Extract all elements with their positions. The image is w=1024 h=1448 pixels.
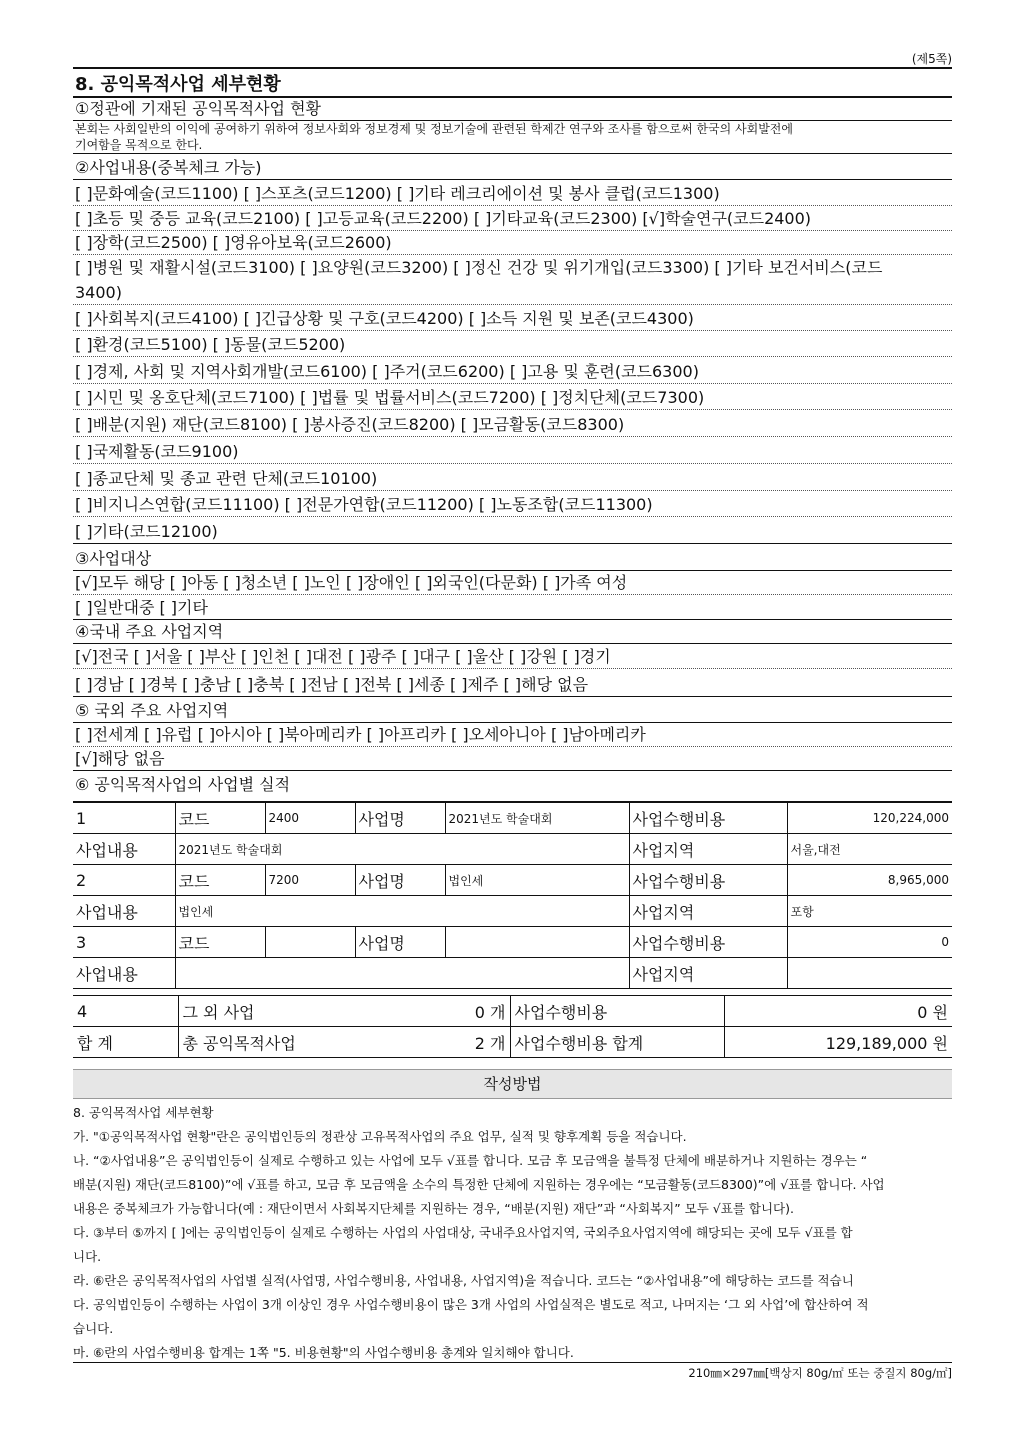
- s2-line-3: [ ]장학(코드2500) [ ]영유아보육(코드2600): [73, 232, 952, 255]
- project-2-cost-label: 사업수행비용: [629, 865, 787, 896]
- project-1-content-label: 사업내용: [73, 834, 175, 865]
- page-number: (제5쪽): [911, 52, 952, 66]
- s2-line-12: [ ]종교단체 및 종교 관련 단체(코드10100): [73, 468, 952, 491]
- total-label: 총 공익목적사업: [178, 1027, 364, 1058]
- project-3-region-label: 사업지역: [629, 958, 787, 989]
- other-cost: 0 원: [724, 996, 952, 1027]
- guide-line-8: 라. ⑥란은 공익목적사업의 사업별 실적(사업명, 사업수행비용, 사업내용, 사업지역)을 적습니다. 코드는 “②사업내용”에 해당하는 코드를 적습니: [73, 1273, 854, 1288]
- project-1-cost-label: 사업수행비용: [629, 802, 787, 834]
- total-cost: 129,189,000 원: [724, 1027, 952, 1058]
- guide-line-5: 내용은 중복체크가 가능합니다(예 : 재단이면서 사회복지단체를 지원하는 경우, “배분(지원) 재단”과 “사회복지” 모두 √표를 합니다).: [73, 1201, 794, 1216]
- s6-heading: ⑥ 공익목적사업의 사업별 실적: [75, 775, 291, 794]
- project-1-no: 1: [73, 802, 175, 834]
- project-1-region: 서울,대전: [787, 834, 952, 865]
- s5-line-2: [√]해당 없음: [73, 748, 952, 771]
- project-2-region: 포항: [787, 896, 952, 927]
- s2-line-4: [ ]병원 및 재활시설(코드3100) [ ]요양원(코드3200) [ ]정신 건강 및 위기개입(코드3300) [ ]기타 보건서비스(코드: [75, 258, 883, 277]
- s2-line-6: [ ]사회복지(코드4100) [ ]긴급상황 및 구호(코드4200) [ ]소득 지원 및 보존(코드4300): [73, 308, 952, 331]
- top-rule: [73, 67, 952, 69]
- project-3-no: 3: [73, 927, 175, 958]
- guide-line-6: 다. ③부터 ⑤까지 [ ]에는 공익법인등이 실제로 수행하는 사업의 사업대상, 국내주요사업지역, 국외주요사업지역에 해당되는 곳에 모두 √표를 합: [73, 1225, 853, 1240]
- summary-table: [73, 995, 952, 1058]
- project-2-no: 2: [73, 865, 175, 896]
- project-3-code: [265, 927, 355, 958]
- other-no: 4: [73, 996, 178, 1027]
- s4-line-2: [ ]경남 [ ]경북 [ ]충남 [ ]충북 [ ]전남 [ ]전북 [ ]세종 [ ]제주 [ ]해당 없음: [73, 674, 952, 697]
- project-3-detail-row: [73, 958, 952, 989]
- s3-line-2: [ ]일반대중 [ ]기타: [73, 597, 952, 620]
- guide-line-11: 마. ⑥란의 사업수행비용 합계는 1쪽 "5. 비용현황"의 사업수행비용 총계와 일치해야 합니다.: [73, 1345, 574, 1360]
- s2-line-13: [ ]비지니스연합(코드11100) [ ]전문가연합(코드11200) [ ]노동조합(코드11300): [73, 494, 952, 517]
- project-3-name: [445, 927, 629, 958]
- s2-heading: ②사업내용(중복체크 가능): [73, 157, 952, 180]
- s1-text-1: 본회는 사회일반의 이익에 공여하기 위하여 정보사회와 정보경제 및 정보기술에 관련된 학제간 연구와 조사를 함으로써 한국의 사회발전에: [75, 122, 793, 136]
- paper-spec-footer: 210㎜×297㎜[백상지 80g/㎡ 또는 중질지 80g/㎡]: [73, 1362, 952, 1381]
- project-1-cost: 120,224,000: [787, 802, 952, 834]
- other-cost-label: 사업수행비용: [510, 996, 724, 1027]
- s2-line-2: [ ]초등 및 중등 교육(코드2100) [ ]고등교육(코드2200) [ ]기타교육(코드2300) [√]학술연구(코드2400): [73, 208, 952, 231]
- project-2-code: 7200: [265, 865, 355, 896]
- project-2-code-label: 코드: [175, 865, 265, 896]
- s2-line-8: [ ]경제, 사회 및 지역사회개발(코드6100) [ ]주거(코드6200) [ ]고용 및 훈련(코드6300): [73, 361, 952, 384]
- project-2-region-label: 사업지역: [629, 896, 787, 927]
- project-2-row: [73, 865, 952, 896]
- s5-heading: ⑤ 국외 주요 사업지역: [73, 700, 952, 723]
- total-row: [73, 1027, 952, 1058]
- total-count: 2 개: [364, 1027, 510, 1058]
- project-1-name-label: 사업명: [355, 802, 445, 834]
- guide-line-2: 가. "①공익목적사업 현황"란은 공익법인등의 정관상 고유목적사업의 주요 업무, 실적 및 향후계획 등을 적습니다.: [73, 1129, 687, 1144]
- s4-heading: ④국내 주요 사업지역: [73, 621, 952, 644]
- s2-line-5: 3400): [73, 282, 952, 305]
- project-3-content: [175, 958, 629, 989]
- guide-line-9: 다. 공익법인등이 수행하는 사업이 3개 이상인 경우 사업수행비용이 많은 3개 사업의 사업실적은 별도로 적고, 나머지는 ‘그 외 사업’에 합산하여 적: [73, 1297, 869, 1312]
- project-1-content: 2021년도 학술대회: [175, 834, 629, 865]
- project-1-code: 2400: [265, 802, 355, 834]
- project-3-code-label: 코드: [175, 927, 265, 958]
- s2-line-14: [ ]기타(코드12100): [73, 521, 952, 544]
- s2-line-10: [ ]배분(지원) 재단(코드8100) [ ]봉사증진(코드8200) [ ]모금활동(코드8300): [73, 414, 952, 437]
- guide-line-3: 나. “②사업내용”은 공익법인등이 실제로 수행하고 있는 사업에 모두 √표를 합니다. 모금 후 모금액을 불특정 단체에 배분하거나 지원하는 경우는 “: [73, 1153, 868, 1168]
- project-3-region: [787, 958, 952, 989]
- section-title: 8. 공익목적사업 세부현황: [75, 74, 281, 95]
- s3-line-1: [√]모두 해당 [ ]아동 [ ]청소년 [ ]노인 [ ]장애인 [ ]외국인(다문화) [ ]가족 여성: [73, 572, 952, 595]
- project-1-detail-row: [73, 834, 952, 865]
- other-row: [73, 996, 952, 1027]
- project-1-name: 2021년도 학술대회: [445, 802, 629, 834]
- s2-line-11: [ ]국제활동(코드9100): [73, 441, 952, 464]
- s3-heading: ③사업대상: [73, 548, 952, 571]
- guide-line-10: 습니다.: [73, 1321, 114, 1336]
- project-2-content-label: 사업내용: [73, 896, 175, 927]
- guide-line-7: 니다.: [73, 1249, 102, 1264]
- project-3-row: [73, 927, 952, 958]
- project-1-region-label: 사업지역: [629, 834, 787, 865]
- project-1-row: [73, 802, 952, 834]
- total-no: 합 계: [73, 1027, 178, 1058]
- project-2-detail-row: [73, 896, 952, 927]
- other-count: 0 개: [364, 996, 510, 1027]
- project-3-content-label: 사업내용: [73, 958, 175, 989]
- s2-line-9: [ ]시민 및 옹호단체(코드7100) [ ]법률 및 법률서비스(코드7200) [ ]정치단체(코드7300): [73, 387, 952, 410]
- other-label: 그 외 사업: [178, 996, 364, 1027]
- project-3-cost: 0: [787, 927, 952, 958]
- s5-line-1: [ ]전세계 [ ]유럽 [ ]아시아 [ ]북아메리카 [ ]아프리카 [ ]오세아니아 [ ]남아메리카: [73, 724, 952, 747]
- total-cost-label: 사업수행비용 합계: [510, 1027, 724, 1058]
- guide-line-4: 배분(지원) 재단(코드8100)”에 √표를 하고, 모금 후 모금액을 소수의 특정한 단체에 지원하는 경우에는 “모금활동(코드8300)”에 √표를 합니다. 사업: [73, 1177, 885, 1192]
- project-1-code-label: 코드: [175, 802, 265, 834]
- howto-guide: [73, 1101, 952, 1365]
- project-2-name: 법인세: [445, 865, 629, 896]
- howto-heading: 작성방법: [73, 1069, 952, 1099]
- project-2-cost: 8,965,000: [787, 865, 952, 896]
- performance-table: [73, 801, 952, 989]
- project-3-cost-label: 사업수행비용: [629, 927, 787, 958]
- guide-line-1: 8. 공익목적사업 세부현황: [73, 1105, 214, 1120]
- s2-line-7: [ ]환경(코드5100) [ ]동물(코드5200): [73, 334, 952, 357]
- project-2-content: 법인세: [175, 896, 629, 927]
- s2-line-1: [ ]문화예술(코드1100) [ ]스포츠(코드1200) [ ]기타 레크리에이션 및 봉사 클럽(코드1300): [73, 183, 952, 206]
- s4-line-1: [√]전국 [ ]서울 [ ]부산 [ ]인천 [ ]대전 [ ]광주 [ ]대구 [ ]울산 [ ]강원 [ ]경기: [73, 646, 952, 669]
- project-3-name-label: 사업명: [355, 927, 445, 958]
- s1-text-2: 기여함을 목적으로 한다.: [73, 137, 952, 154]
- project-2-name-label: 사업명: [355, 865, 445, 896]
- s1-heading: ①정관에 기재된 공익목적사업 현황: [73, 98, 952, 121]
